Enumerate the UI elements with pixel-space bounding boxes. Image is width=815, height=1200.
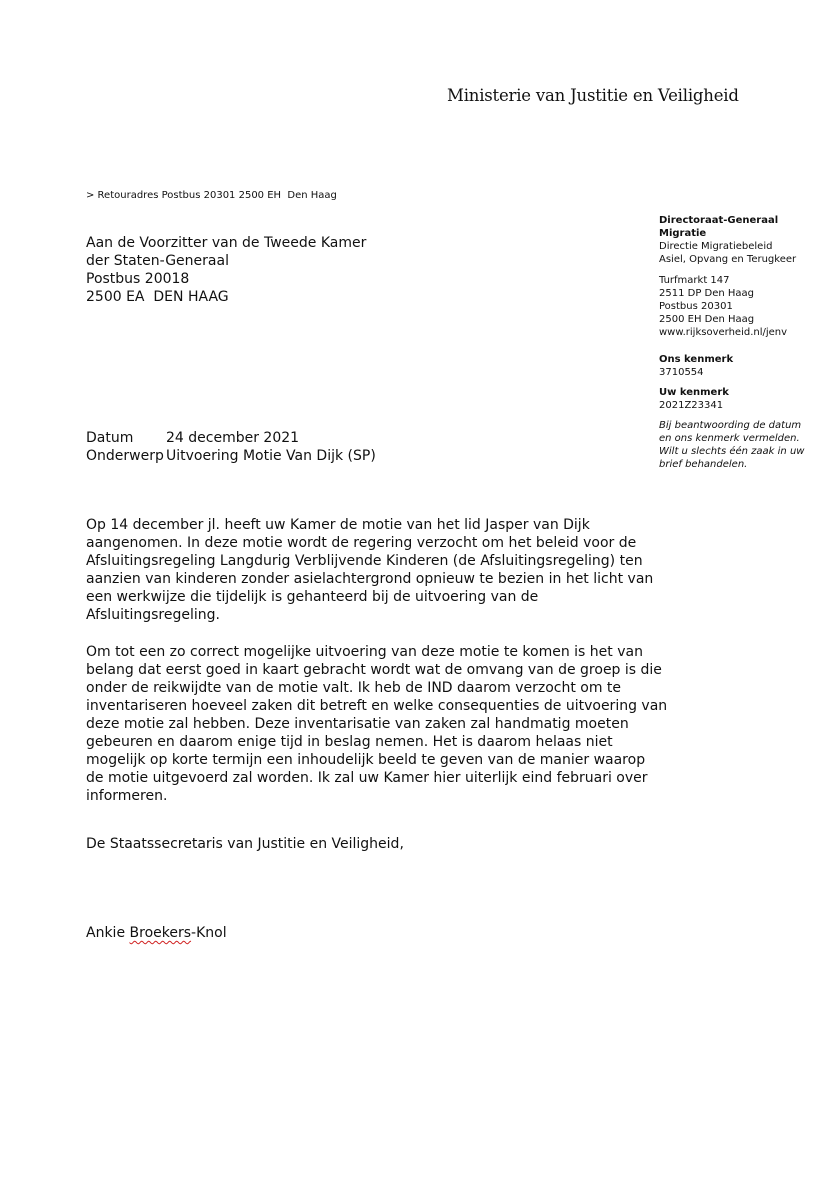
department: Directie Migratiebeleid <box>659 241 773 252</box>
address-line: Postbus 20301 <box>659 301 733 312</box>
subject-value: Uitvoering Motie Van Dijk (SP) <box>166 448 376 464</box>
text-line: aanzien van kinderen zonder asielachtergrond opnieuw te bezien in het licht van <box>86 571 654 588</box>
unit: Asiel, Opvang en Terugkeer <box>659 254 797 265</box>
text-line: onder de reikwijdte van de motie valt. Ik heb de IND daarom verzocht om te <box>86 679 622 696</box>
reply-notice-line: brief behandelen. <box>659 459 748 470</box>
subject-row <box>86 447 376 465</box>
text-line: Op 14 december jl. heeft uw Kamer de motie van het lid Jasper van Dijk <box>86 517 590 533</box>
website: www.rijksoverheid.nl/jenv <box>659 327 788 338</box>
letter-body <box>86 516 668 823</box>
ministry-name: Ministerie van Justitie en Veiligheid <box>447 86 739 105</box>
text-line: deze motie zal hebben. Deze inventarisatie van zaken zal handmatig moeten <box>86 715 629 732</box>
ons-kenmerk-value: 3710554 <box>659 367 704 378</box>
uw-kenmerk-label: Uw kenmerk <box>659 387 729 398</box>
text-line: informeren. <box>86 788 168 805</box>
text-line: Afsluitingsregeling. <box>86 607 220 624</box>
org-name-line1: Directoraat-Generaal <box>659 215 779 226</box>
reply-notice-line: en ons kenmerk vermelden. <box>659 433 800 444</box>
recipient-line: Postbus 20018 <box>86 271 190 287</box>
text-line: mogelijk op korte termijn een inhoudelijk beeld te geven van de manier waarop <box>86 752 646 769</box>
paragraph-2 <box>86 643 668 806</box>
date-value: 24 december 2021 <box>166 430 300 446</box>
text-line: Om tot een zo correct mogelijke uitvoering van deze motie te komen is het van <box>86 643 643 660</box>
subject-label: Onderwerp <box>86 448 164 464</box>
signatory-surname-flagged: Broekers <box>129 925 192 941</box>
address-line: Turfmarkt 147 <box>659 275 730 286</box>
closing-line: De Staatssecretaris van Justitie en Veiligheid, <box>86 836 404 852</box>
text-line: inventariseren hoeveel zaken dit betreft en welke consequenties de uitvoering van <box>86 697 668 714</box>
text-line: gebeuren en daarom enige tijd in beslag nemen. Het is daarom helaas niet <box>86 734 613 751</box>
signatory-surname-rest: -Knol <box>191 925 227 941</box>
org-name-line2: Migratie <box>659 228 707 239</box>
text-line: een werkwijze die tijdelijk is gehanteerd bij de uitvoering van de <box>86 589 539 606</box>
reply-notice-line: Bij beantwoording de datum <box>659 420 802 431</box>
letter-meta <box>86 429 376 465</box>
recipient-line: 2500 EA DEN HAAG <box>86 289 229 305</box>
signatory-first: Ankie <box>86 925 130 941</box>
paragraph-1 <box>86 516 654 625</box>
recipient-line: der Staten-Generaal <box>86 253 229 269</box>
reply-notice-line: Wilt u slechts één zaak in uw <box>659 446 805 457</box>
text-line: Afsluitingsregeling Langdurig Verblijvende Kinderen (de Afsluitingsregeling) ten <box>86 553 643 570</box>
text-line: belang dat eerst goed in kaart gebracht wordt wat de omvang van de groep is die <box>86 661 662 678</box>
uw-kenmerk-value: 2021Z23341 <box>659 400 724 411</box>
recipient-line: Aan de Voorzitter van de Tweede Kamer <box>86 235 367 251</box>
sender-sidebar <box>659 214 809 471</box>
address-line: 2500 EH Den Haag <box>659 314 755 325</box>
address-line: 2511 DP Den Haag <box>659 288 755 299</box>
date-row <box>86 429 376 447</box>
recipient-address <box>86 234 366 306</box>
text-line: aangenomen. In deze motie wordt de regering verzocht om het beleid voor de <box>86 535 637 552</box>
return-address: > Retouradres Postbus 20301 2500 EH Den Haag <box>86 190 337 201</box>
ons-kenmerk-label: Ons kenmerk <box>659 354 734 365</box>
date-label: Datum <box>86 430 134 446</box>
text-line: de motie uitgevoerd zal worden. Ik zal uw Kamer hier uiterlijk eind februari over <box>86 770 648 787</box>
signatory-name <box>86 925 227 941</box>
